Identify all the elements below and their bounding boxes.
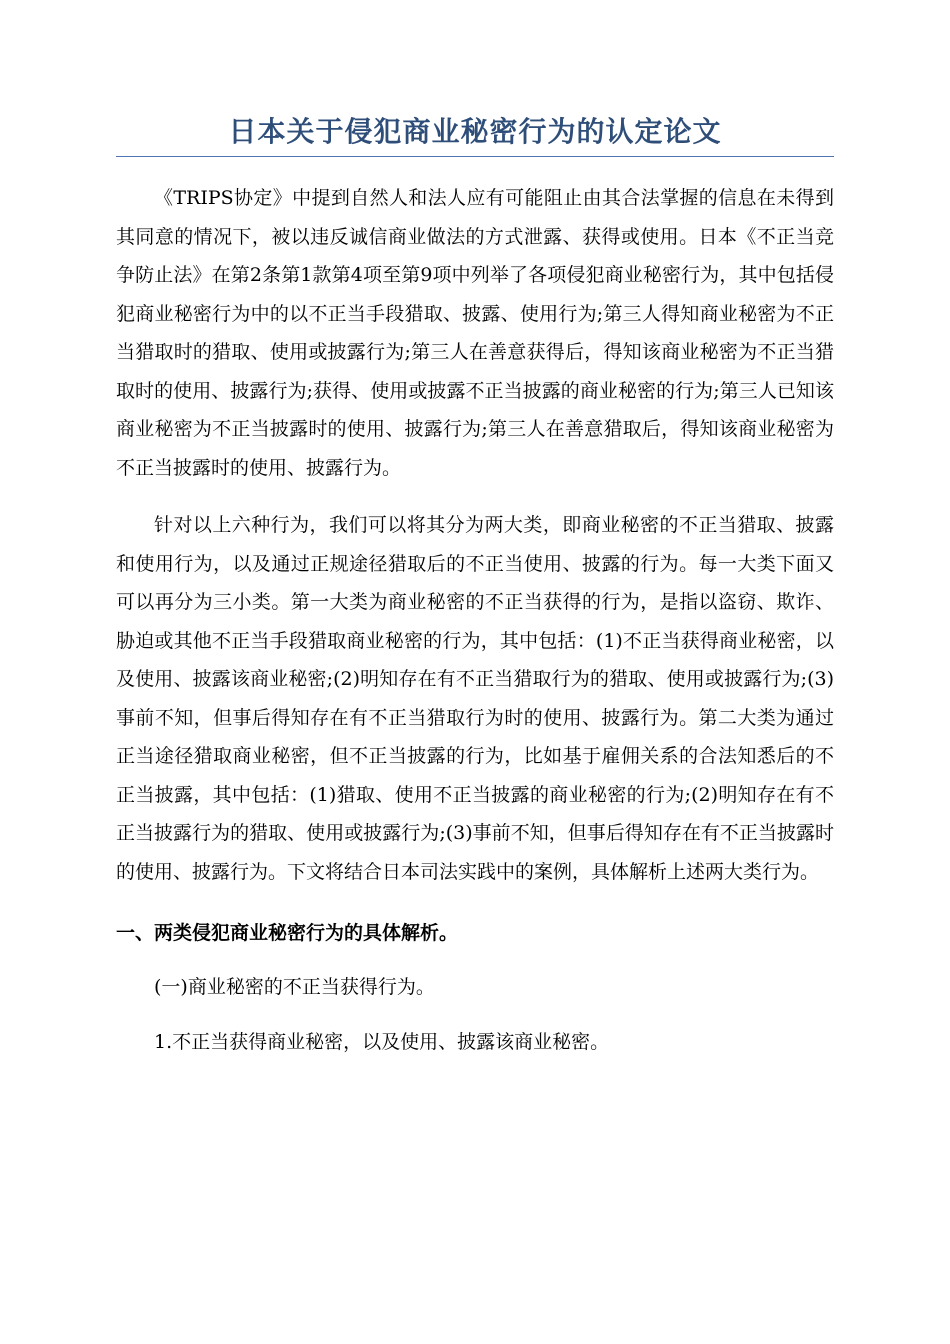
document-title: 日本关于侵犯商业秘密行为的认定论文 (116, 112, 834, 157)
document-page (116, 112, 834, 1062)
subsection-heading: (一)商业秘密的不正当获得行为。 (154, 975, 435, 998)
body-paragraph-1: 《TRIPS协定》中提到自然人和法人应有可能阻止由其合法掌握的信息在未得到其同意的情况下，被以违反诚信商业做法的方式泄露、获得或使用。日本《不正当竞争防止法》在第2条第1款第4项至第9项中列举了各项侵犯商业秘密行为，其中包括侵犯商业秘密行为中的以不正当手段猎取、披露、使用行为;第三人得知商业秘密为不正当猎取时的猎取、使用或披露行为;第三人在善意获得后，得知该商业秘密为不正当猎取时的使用、披露行为;获得、使用或披露不正当披露的商业秘密的行为;第三人已知该商业秘密为不正当披露时的使用、披露行为;第三人在善意猎取后，得知该商业秘密为不正当披露时的使用、披露行为。 (116, 187, 834, 479)
body-paragraph-2: 针对以上六种行为，我们可以将其分为两大类，即商业秘密的不正当猎取、披露和使用行为，以及通过正规途径猎取后的不正当使用、披露的行为。每一大类下面又可以再分为三小类。第一大类为商业秘密的不正当获得的行为，是指以盗窃、欺诈、胁迫或其他不正当手段猎取商业秘密的行为，其中包括：(1)不正当获得商业秘密，以及使用、披露该商业秘密;(2)明知存在有不正当猎取行为的猎取、使用或披露行为;(3)事前不知，但事后得知存在有不正当猎取行为时的使用、披露行为。第二大类为通过正当途径猎取商业秘密，但不正当披露的行为，比如基于雇佣关系的合法知悉后的不正当披露，其中包括：(1)猎取、使用不正当披露的商业秘密的行为;(2)明知存在有不正当披露行为的猎取、使用或披露行为;(3)事前不知，但事后得知存在有不正当披露时的使用、披露行为。下文将结合日本司法实践中的案例，具体解析上述两大类行为。 (116, 514, 834, 883)
section-heading: 一、两类侵犯商业秘密行为的具体解析。 (116, 922, 459, 944)
sub-subsection-heading: 1.不正当获得商业秘密，以及使用、披露该商业秘密。 (154, 1031, 610, 1053)
